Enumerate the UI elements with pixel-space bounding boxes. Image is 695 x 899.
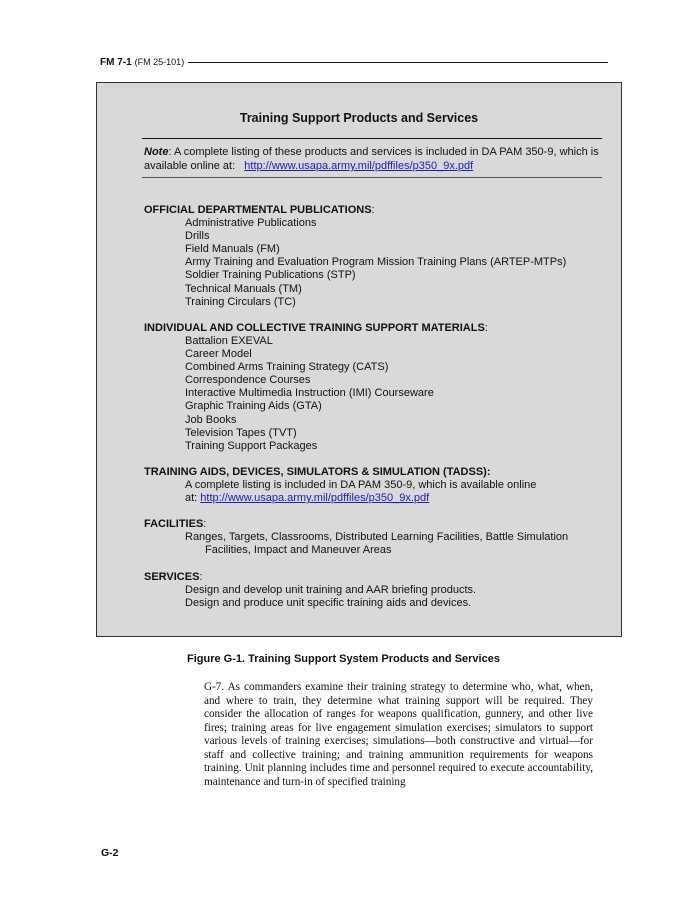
body-paragraph: G-7. As commanders examine their training strategy to determine who, what, when, and where to train, they determine what training support will be required. They consider the allocation of ranges for weapons qualification, gunnery, and other live fires; training areas for live engagement simulation exercises; simulators to support various levels of training exercises; simulations—both constructive and virtual—for staff and collective training; and training ammunition requirements for weapons training. Unit planning includes time and personnel required to execute accountability, maintenance and turn-in of specified training <box>204 681 593 788</box>
list-item: Battalion EXEVAL <box>185 334 273 347</box>
list-item: Design and produce unit specific training aids and devices. <box>185 596 472 609</box>
section-publications: OFFICIAL DEPARTMENTAL PUBLICATIONS: Administrative Publications Drills Field Manuals (FM) Army Training and Evaluation Program Mission Training Plans (ARTEP-MTPs) Soldier Training Publications (STP) Technical Manuals (TM) Training Circulars (TC) <box>144 204 614 309</box>
section-title: FACILITIES <box>144 518 204 531</box>
figure-box-title: Training Support Products and Services <box>239 111 479 125</box>
tadss-at-label: at: <box>185 492 198 505</box>
section-services: SERVICES: Design and develop unit training and AAR briefing products. Design and produce unit specific training aids and devices. <box>144 571 614 610</box>
header-rule <box>188 62 608 63</box>
list-item: Design and develop unit training and AAR briefing products. <box>185 583 477 596</box>
list-item: Administrative Publications <box>185 217 317 230</box>
list-item: Field Manuals (FM) <box>185 243 280 256</box>
list-item: Army Training and Evaluation Program Mission Training Plans (ARTEP-MTPs) <box>185 256 567 269</box>
page-number: G-2 <box>101 847 119 859</box>
section-title: INDIVIDUAL AND COLLECTIVE TRAINING SUPPORT MATERIALS <box>144 321 485 334</box>
note-link[interactable]: http://www.usapa.army.mil/pdffiles/p350_9x.pdf <box>244 160 474 172</box>
manual-subcode: (FM 25-101) <box>134 57 185 67</box>
section-tadss <box>144 466 614 505</box>
manual-code: FM 7-1 <box>100 56 132 68</box>
box-content <box>144 204 614 623</box>
list-item: Drills <box>185 230 210 243</box>
list-item: Ranges, Targets, Classrooms, Distributed Learning Facilities, Battle Simulation Facilities, Impact and Maneuver Areas <box>185 531 569 557</box>
section-facilities: FACILITIES: Ranges, Targets, Classrooms, Distributed Learning Facilities, Battle Simulation Facilities, Impact and Maneuver Areas <box>144 518 614 557</box>
note-block <box>142 138 602 178</box>
section-title: SERVICES <box>144 570 200 583</box>
tadss-text: A complete listing is included in DA PAM 350-9, which is available online <box>185 478 537 491</box>
list-item: Graphic Training Aids (GTA) <box>185 400 322 413</box>
list-item: Technical Manuals (TM) <box>185 282 302 295</box>
list-item: Career Model <box>185 348 252 361</box>
list-item: Training Circulars (TC) <box>185 295 296 308</box>
list-item: Interactive Multimedia Instruction (IMI) Courseware <box>185 387 434 400</box>
note-text: : A complete listing of these products and services is included in DA PAM 350-9, which is available online at: <box>144 146 599 172</box>
tadss-link[interactable]: http://www.usapa.army.mil/pdffiles/p350_9x.pdf <box>200 492 430 505</box>
list-item: Television Tapes (TVT) <box>185 426 297 439</box>
list-item: Correspondence Courses <box>185 374 311 387</box>
figure-box <box>96 82 622 637</box>
list-item: Training Support Packages <box>185 439 318 452</box>
section-training-materials: INDIVIDUAL AND COLLECTIVE TRAINING SUPPORT MATERIALS: Battalion EXEVAL Career Model Combined Arms Training Strategy (CATS) Correspondence Courses Interactive Multimedia Instruction (IMI) Courseware Graphic Training Aids (GTA) Job Books Television Tapes (TVT) Training Support Packages <box>144 322 614 453</box>
running-header <box>100 55 608 69</box>
section-title: TRAINING AIDS, DEVICES, SIMULATORS & SIMULATION (TADSS): <box>144 465 491 478</box>
note-label: Note <box>144 146 169 158</box>
list-item: Soldier Training Publications (STP) <box>185 269 356 282</box>
figure-caption: Figure G-1. Training Support System Products and Services <box>187 653 500 665</box>
list-item: Combined Arms Training Strategy (CATS) <box>185 361 389 374</box>
list-item: Job Books <box>185 413 237 426</box>
section-title: OFFICIAL DEPARTMENTAL PUBLICATIONS <box>144 204 372 216</box>
